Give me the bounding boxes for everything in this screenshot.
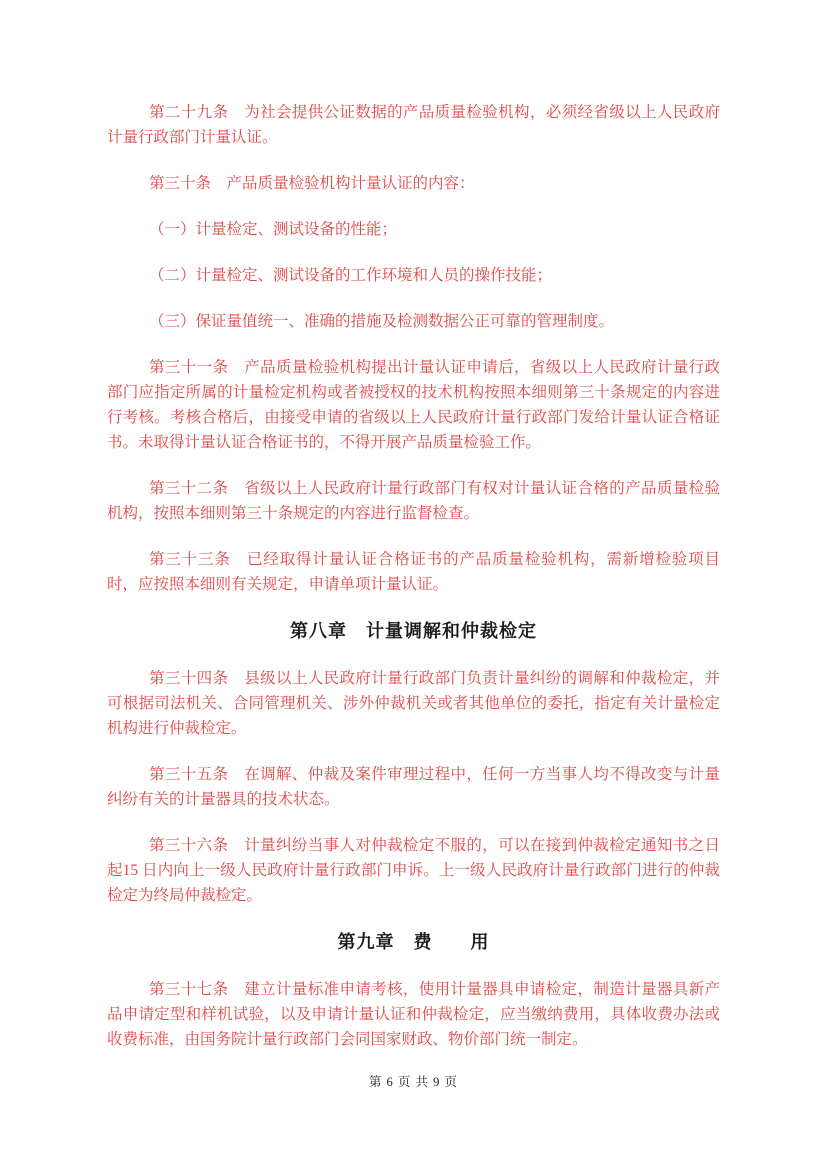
list-item-1: （一）计量检定、测试设备的性能；	[149, 221, 398, 238]
paragraph-article-30: 第三十条 产品质量检验机构计量认证的内容：	[149, 175, 475, 192]
list-item-2: （二）计量检定、测试设备的工作环境和人员的操作技能；	[149, 267, 553, 284]
paragraph-article-37: 第三十七条 建立计量标准申请考核，使用计量器具申请检定，制造计量器具新产品申请定型和样机试验，以及申请计量认证和仲裁检定，应当缴纳费用，具体收费办法或收费标准，由国务院计量行政部门会同国家财政、物价部门统一制定。	[107, 981, 720, 1048]
chapter-8-heading: 第八章 计量调解和仲裁检定	[290, 621, 537, 641]
paragraph-article-31: 第三十一条 产品质量检验机构提出计量认证申请后，省级以上人民政府计量行政部门应指定所属的计量检定机构或者被授权的技术机构按照本细则第三十条规定的内容进行考核。考核合格后，由接受申请的省级以上人民政府计量行政部门发给计量认证合格证书。未取得计量认证合格证书的，不得开展产品质量检验工作。	[107, 359, 720, 451]
paragraph-article-36: 第三十六条 计量纠纷当事人对仲裁检定不服的，可以在接到仲裁检定通知书之日起15 日内向上一级人民政府计量行政部门申诉。上一级人民政府计量行政部门进行的仲裁检定为终局仲裁检定。	[107, 837, 720, 904]
document-body	[107, 100, 720, 1052]
paragraph-article-29: 第二十九条 为社会提供公证数据的产品质量检验机构，必须经省级以上人民政府计量行政部门计量认证。	[107, 104, 720, 146]
page-footer: 第 6 页 共 9 页	[368, 1075, 459, 1089]
paragraph-article-35: 第三十五条 在调解、仲裁及案件审理过程中，任何一方当事人均不得改变与计量纠纷有关的计量器具的技术状态。	[107, 766, 720, 808]
paragraph-article-34: 第三十四条 县级以上人民政府计量行政部门负责计量纠纷的调解和仲裁检定，并可根据司法机关、合同管理机关、涉外仲裁机关或者其他单位的委托，指定有关计量检定机构进行仲裁检定。	[107, 670, 720, 737]
paragraph-article-33: 第三十三条 已经取得计量认证合格证书的产品质量检验机构，需新增检验项目时，应按照本细则有关规定，申请单项计量认证。	[107, 551, 720, 593]
chapter-9-heading: 第九章 费 用	[337, 932, 490, 952]
list-item-3: （三）保证量值统一、准确的措施及检测数据公正可靠的管理制度。	[149, 313, 615, 330]
paragraph-article-32: 第三十二条 省级以上人民政府计量行政部门有权对计量认证合格的产品质量检验机构，按照本细则第三十条规定的内容进行监督检查。	[107, 480, 720, 522]
